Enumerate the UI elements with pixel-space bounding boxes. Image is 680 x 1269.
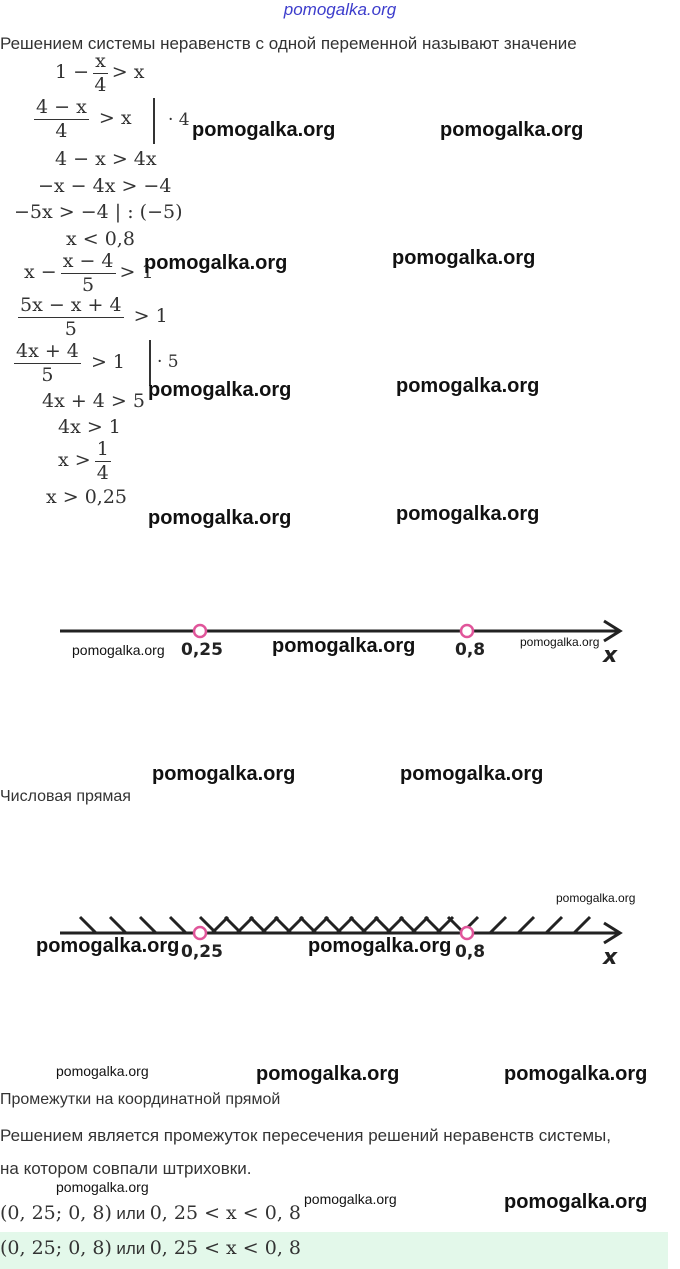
expr-part: x > [58, 449, 91, 471]
fraction [18, 294, 124, 340]
intro-text: Решением системы неравенств с одной переменной называют значение [0, 34, 577, 53]
point-label-a: 0,25 [181, 942, 223, 962]
fraction [93, 50, 108, 96]
axis-label-x: x [603, 643, 618, 668]
open-point-marker [194, 927, 206, 939]
answer-highlight-line [0, 1237, 301, 1259]
multiplier-bar [153, 98, 155, 144]
watermark: pomogalka.org [152, 763, 296, 785]
watermark: pomogalka.org [192, 119, 336, 141]
watermark: pomogalka.org [504, 1063, 648, 1085]
watermark: pomogalka.org [56, 1063, 149, 1079]
open-point-marker [194, 625, 206, 637]
answer-connector: или [116, 1239, 146, 1258]
axis-label-x: x [603, 945, 618, 970]
fraction-denominator: 4 [94, 74, 107, 96]
expr-part: > 1 [133, 305, 168, 327]
fraction-numerator: x [95, 50, 106, 72]
fraction-numerator: 5x − x + 4 [20, 294, 122, 316]
answer-inequality: 0, 25 < x < 0, 8 [149, 1202, 302, 1224]
answer-connector: или [116, 1204, 146, 1223]
watermark: pomogalka.org [504, 1191, 648, 1213]
fraction-numerator: 4 − x [36, 96, 87, 118]
fraction-numerator: 4x + 4 [16, 340, 79, 362]
system2-line3 [10, 340, 125, 386]
fraction-numerator: x − 4 [62, 250, 114, 272]
watermark: pomogalka.org [72, 642, 165, 658]
intervals-heading: Промежутки на координатной прямой [0, 1091, 281, 1108]
watermark: pomogalka.org [440, 119, 584, 141]
watermark: pomogalka.org [400, 763, 544, 785]
watermark: pomogalka.org [520, 635, 600, 649]
number-line-caption: Числовая прямая [0, 788, 131, 805]
system1-line1 [55, 50, 144, 96]
system1-line5: −5x > −4 | : (−5) [14, 201, 183, 223]
watermark: pomogalka.org [56, 1179, 149, 1195]
watermark: pomogalka.org [144, 252, 288, 274]
answer-interval: (0, 25; 0, 8) [0, 1237, 112, 1259]
answer-interval: (0, 25; 0, 8) [0, 1202, 112, 1224]
watermark: pomogalka.org [148, 379, 292, 401]
system2-line7: x > 0,25 [46, 486, 128, 508]
watermark: pomogalka.org [392, 247, 536, 269]
multiplier: · 5 [157, 352, 179, 372]
fraction-denominator: 4 [96, 462, 109, 484]
fraction [61, 250, 116, 296]
watermark: pomogalka.org [36, 935, 180, 957]
fraction-denominator: 5 [64, 318, 77, 340]
site-header-link[interactable]: pomogalka.org [283, 0, 397, 19]
open-point-marker [461, 927, 473, 939]
expr-part: x − [24, 261, 57, 283]
fraction [95, 438, 111, 484]
system1-line4: −x − 4x > −4 [38, 175, 172, 197]
system1-line3: 4 − x > 4x [55, 148, 157, 170]
system2-line1 [24, 250, 154, 296]
watermark: pomogalka.org [308, 935, 452, 957]
expr-part: > x [111, 61, 145, 83]
fraction-denominator: 4 [55, 120, 68, 142]
fraction-denominator: 5 [82, 274, 95, 296]
explanation-line2: на котором совпали штриховки. [0, 1159, 252, 1178]
system2-line2 [14, 294, 168, 340]
watermark: pomogalka.org [272, 635, 416, 657]
expr-part: 1 − [55, 61, 90, 83]
system2-line5: 4x > 1 [58, 416, 121, 438]
point-label-b: 0,8 [455, 942, 486, 962]
watermark: pomogalka.org [256, 1063, 400, 1085]
system2-line4: 4x + 4 > 5 [42, 390, 145, 412]
answer-inequality: 0, 25 < x < 0, 8 [149, 1237, 302, 1259]
answer-line [0, 1202, 301, 1224]
expr-part: > x [98, 107, 132, 129]
point-label-a: 0,25 [181, 640, 223, 660]
multiplier: · 4 [168, 110, 190, 130]
system1-line6: x < 0,8 [66, 228, 135, 250]
system2-line6 [58, 438, 115, 484]
fraction-denominator: 5 [41, 364, 54, 386]
fraction-numerator: 1 [96, 438, 109, 460]
expr-part: > 1 [90, 351, 126, 373]
hatch-right-from-025 [212, 917, 590, 933]
explanation-line1: Решением является промежуток пересечения решений неравенств системы, [0, 1126, 611, 1145]
watermark: pomogalka.org [556, 891, 636, 905]
watermark: pomogalka.org [148, 507, 292, 529]
watermark: pomogalka.org [396, 503, 540, 525]
fraction [14, 340, 81, 386]
watermark: pomogalka.org [396, 375, 540, 397]
system1-line2 [30, 96, 132, 142]
open-point-marker [461, 625, 473, 637]
point-label-b: 0,8 [455, 640, 486, 660]
expr-part: > 1 [119, 261, 154, 283]
watermark: pomogalka.org [304, 1191, 397, 1207]
fraction [34, 96, 89, 142]
